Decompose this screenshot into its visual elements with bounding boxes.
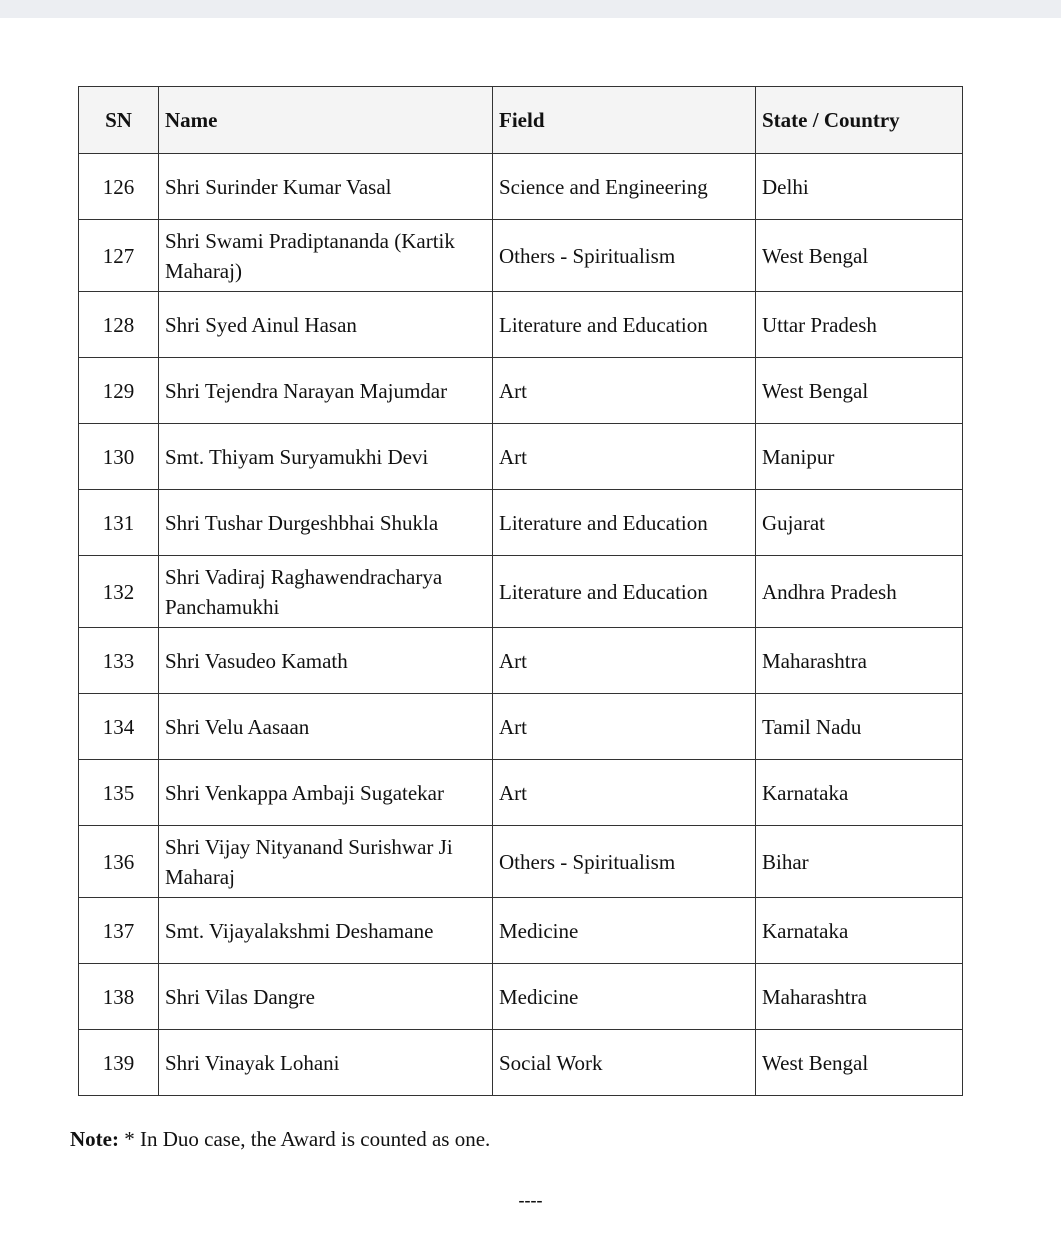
cell-field: Literature and Education	[493, 556, 756, 628]
cell-state: West Bengal	[756, 358, 963, 424]
table-row	[79, 628, 963, 694]
column-header-sn: SN	[79, 87, 159, 154]
cell-field: Science and Engineering	[493, 154, 756, 220]
cell-name: Shri Vadiraj Raghawendracharya Panchamukhi	[159, 556, 493, 628]
cell-name: Shri Vasudeo Kamath	[159, 628, 493, 694]
table-row	[79, 898, 963, 964]
cell-state: Karnataka	[756, 760, 963, 826]
cell-name: Shri Tushar Durgeshbhai Shukla	[159, 490, 493, 556]
cell-state: Uttar Pradesh	[756, 292, 963, 358]
cell-name: Shri Velu Aasaan	[159, 694, 493, 760]
cell-name: Smt. Thiyam Suryamukhi Devi	[159, 424, 493, 490]
cell-sn: 126	[79, 154, 159, 220]
cell-name: Smt. Vijayalakshmi Deshamane	[159, 898, 493, 964]
cell-field: Others - Spiritualism	[493, 220, 756, 292]
cell-state: Karnataka	[756, 898, 963, 964]
table-row	[79, 1030, 963, 1096]
footnote	[70, 1127, 490, 1152]
cell-field: Art	[493, 358, 756, 424]
viewer-top-bar	[0, 0, 1061, 18]
cell-state: Bihar	[756, 826, 963, 898]
cell-state: West Bengal	[756, 1030, 963, 1096]
cell-field: Social Work	[493, 1030, 756, 1096]
cell-field: Literature and Education	[493, 292, 756, 358]
cell-name: Shri Venkappa Ambaji Sugatekar	[159, 760, 493, 826]
cell-sn: 138	[79, 964, 159, 1030]
cell-name: Shri Surinder Kumar Vasal	[159, 154, 493, 220]
cell-field: Medicine	[493, 964, 756, 1030]
table-row	[79, 964, 963, 1030]
awards-table	[78, 86, 963, 1096]
cell-state: Andhra Pradesh	[756, 556, 963, 628]
cell-sn: 137	[79, 898, 159, 964]
cell-sn: 130	[79, 424, 159, 490]
cell-name: Shri Swami Pradiptananda (Kartik Maharaj)	[159, 220, 493, 292]
cell-sn: 129	[79, 358, 159, 424]
cell-field: Medicine	[493, 898, 756, 964]
cell-name: Shri Vilas Dangre	[159, 964, 493, 1030]
cell-sn: 132	[79, 556, 159, 628]
cell-field: Others - Spiritualism	[493, 826, 756, 898]
cell-sn: 127	[79, 220, 159, 292]
cell-name: Shri Syed Ainul Hasan	[159, 292, 493, 358]
cell-state: Manipur	[756, 424, 963, 490]
cell-field: Literature and Education	[493, 490, 756, 556]
cell-field: Art	[493, 424, 756, 490]
column-header-name: Name	[159, 87, 493, 154]
table-row	[79, 556, 963, 628]
cell-state: Tamil Nadu	[756, 694, 963, 760]
footnote-text: * In Duo case, the Award is counted as one.	[118, 1127, 491, 1151]
column-header-field: Field	[493, 87, 756, 154]
cell-field: Art	[493, 694, 756, 760]
cell-name: Shri Tejendra Narayan Majumdar	[159, 358, 493, 424]
cell-field: Art	[493, 760, 756, 826]
cell-state: Maharashtra	[756, 964, 963, 1030]
cell-field: Art	[493, 628, 756, 694]
cell-sn: 134	[79, 694, 159, 760]
cell-state: Delhi	[756, 154, 963, 220]
table-row	[79, 154, 963, 220]
table-row	[79, 490, 963, 556]
cell-state: Maharashtra	[756, 628, 963, 694]
cell-state: Gujarat	[756, 490, 963, 556]
cell-sn: 135	[79, 760, 159, 826]
table-row	[79, 760, 963, 826]
end-of-document-mark: ----	[518, 1190, 543, 1210]
cell-sn: 128	[79, 292, 159, 358]
table-row	[79, 826, 963, 898]
table-header-row	[79, 87, 963, 154]
cell-name: Shri Vinayak Lohani	[159, 1030, 493, 1096]
footnote-label: Note:	[70, 1127, 119, 1151]
cell-name: Shri Vijay Nityanand Surishwar Ji Maharaj	[159, 826, 493, 898]
table-row	[79, 424, 963, 490]
cell-sn: 139	[79, 1030, 159, 1096]
cell-state: West Bengal	[756, 220, 963, 292]
table-row	[79, 358, 963, 424]
table-row	[79, 694, 963, 760]
table-row	[79, 292, 963, 358]
column-header-state: State / Country	[756, 87, 963, 154]
table-row	[79, 220, 963, 292]
cell-sn: 136	[79, 826, 159, 898]
cell-sn: 133	[79, 628, 159, 694]
cell-sn: 131	[79, 490, 159, 556]
